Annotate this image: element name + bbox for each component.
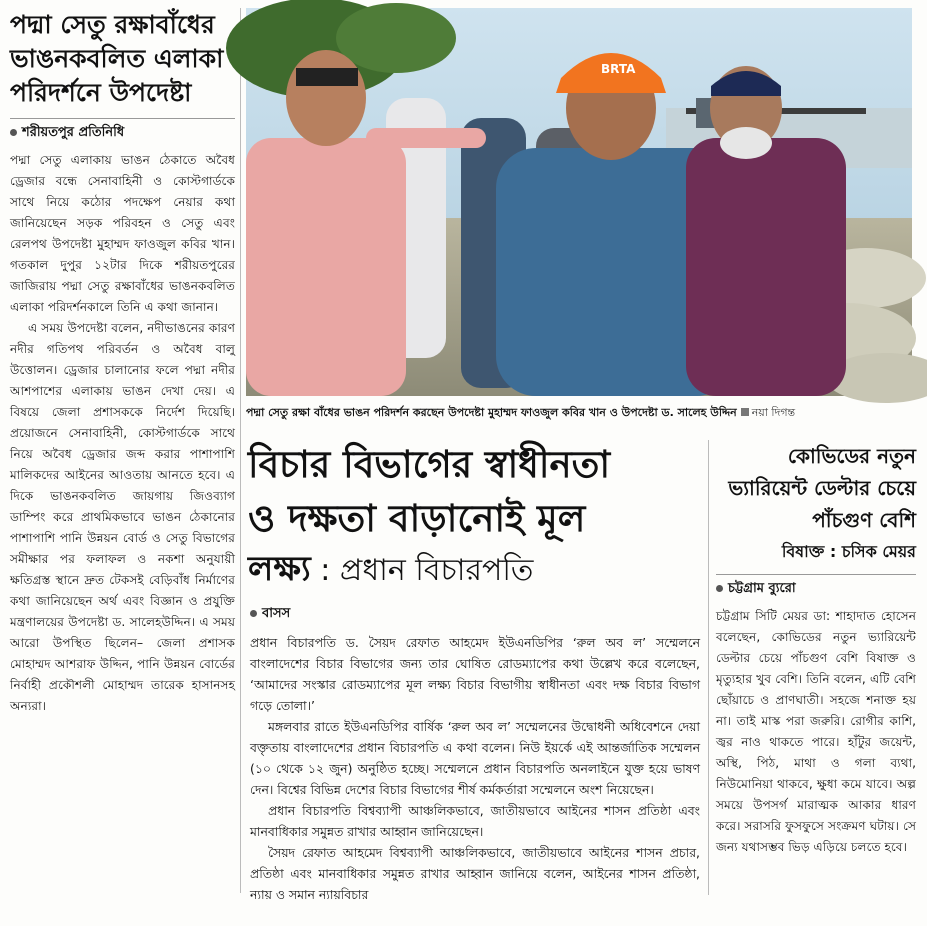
- left-byline: শরীয়তপুর প্রতিনিধি: [10, 118, 235, 144]
- bullet-icon: [10, 129, 17, 136]
- news-photo: [246, 8, 912, 396]
- right-subhead: বিষাক্ত : চসিক মেয়র: [781, 542, 916, 561]
- bullet-icon: [250, 610, 257, 617]
- column-divider: [240, 8, 241, 893]
- left-headline: পদ্মা সেতু রক্ষাবাঁধের ভাঙনকবলিত এলাকা পরিদর্শনে উপদেষ্টা: [10, 10, 224, 107]
- bullet-icon: [716, 585, 723, 592]
- main-body: [250, 632, 700, 902]
- paragraph: প্রধান বিচারপতি বিশ্বব্যাপী আঞ্চলিকভাবে, জাতীয়ভাবে আইনের শাসন প্রতিষ্ঠা এবং মানবাধিকার সমুন্নত রাখার আহ্বান জানিয়েছেন।: [250, 803, 700, 839]
- left-body: [10, 150, 235, 717]
- paragraph: পদ্মা সেতু এলাকায় ভাঙন ঠেকাতে অবৈধ ড্রেজার বন্ধে সেনাবাহিনী ও কোস্টগার্ডকে সাথে নিয়ে কঠোর পদক্ষেপ নেয়ার কথা জানিয়েছেন সড়ক পরিবহন ও সেতু এবং রেলপথ উপদেষ্টা মুহাম্মদ ফাওজুল কবির খান। গতকাল দুপুর ১২টার দিকে শরীয়তপুরের জাজিরায় পদ্মা সেতু রক্ষাবাঁধের ভাঙনকবলিত এলাকা পরিদর্শনকালে তিনি এ কথা জানান।: [10, 153, 235, 314]
- right-body: [716, 606, 916, 926]
- main-headline: বিচার বিভাগের স্বাধীনতা ও দক্ষতা বাড়ানোই মূল লক্ষ্য : প্রধান বিচারপতি: [248, 443, 611, 589]
- cap-label: BRTA: [601, 62, 636, 76]
- photo-illustration: [246, 8, 912, 396]
- paragraph: চট্টগ্রাম সিটি মেয়র ডা: শাহাদাত হোসেন বলেছেন, কোভিডের নতুন ভ্যারিয়েন্ট ডেল্টার চেয়ে পাঁচগুণ বেশি বিষাক্ত ও মৃত্যুহার খুব বেশি। তিনি বলেন, এটি বেশি ছোঁয়াচে ও প্রাণঘাতী। সহজে শনাক্ত হয় না। তাই মাস্ক পরা জরুরি। রোগীর কাশি, জ্বর নাও থাকতে পারে। হাঁটুর জয়েন্ট, অস্থি, পিঠ, মাথা ও গলা ব্যথা, নিউমোনিয়া থাকবে, ক্ষুধা কমে যাবে। অল্প সময়ে উপসর্গ মারাত্মক আকার ধারণ করে। সরাসরি ফুসফুসে সংক্রমণ ঘটায়। সে জন্য যথাসম্ভব ভিড় এড়িয়ে চলতে হবে।: [716, 609, 916, 854]
- square-icon: [741, 408, 749, 416]
- photo-credit: নয়া দিগন্ত: [751, 406, 796, 419]
- left-article: [10, 8, 235, 717]
- right-byline: চট্টগ্রাম ব্যুরো: [716, 574, 916, 600]
- photo-caption: পদ্মা সেতু রক্ষা বাঁধের ভাঙন পরিদর্শন করছেন উপদেষ্টা মুহাম্মদ ফাওজুল কবির খান ও উপদেষ্টা ড. সালেহ উদ্দিন নয়া দিগন্ত: [246, 406, 796, 419]
- column-divider: [708, 440, 709, 895]
- paragraph: মঙ্গলবার রাতে ইউএনডিপির বার্ষিক ‘রুল অব ল’ সম্মেলনের উদ্বোধনী অধিবেশনে দেয়া বক্তৃতায় বাংলাদেশের প্রধান বিচারপতি এ কথা বলেন। নিউ ইয়র্কে এই আন্তর্জাতিক সম্মেলন (১০ থেকে ১২ জুন) অনুষ্ঠিত হচ্ছে। সম্মেলনে প্রধান বিচারপতি অনলাইনে যুক্ত হয়ে ভাষণ দেন। বিশ্বের বিভিন্ন দেশের বিচার বিভাগের শীর্ষ কর্মকর্তারা সম্মেলনে অংশ নিয়েছেন।: [250, 719, 700, 797]
- paragraph: প্রধান বিচারপতি ড. সৈয়দ রেফাত আহমেদ ইউএনডিপির ‘রুল অব ল’ সম্মেলনে বাংলাদেশের বিচার বিভাগের জন্য তার ঘোষিত রোডম্যাপের কথা উল্লেখ করে বলেছেন, ‘আমাদের সংস্কার রোডম্যাপের মূল লক্ষ্য বিচার বিভাগীয় স্বাধীনতা এবং দক্ষ বিচার বিভাগ গড়ে তোলা।’: [250, 635, 700, 713]
- right-article: [716, 440, 916, 926]
- paragraph: সৈয়দ রেফাত আহমেদ বিশ্বব্যাপী আঞ্চলিকভাবে, জাতীয়ভাবে আইনের শাসন প্রচার, প্রতিষ্ঠা এবং মানবাধিকার সমুন্নত রাখার আহ্বান জানিয়ে বলেন, আইনের শাসন প্রতিষ্ঠা, ন্যায় ও সমান ন্যায়বিচার: [250, 845, 700, 902]
- right-headline: কোভিডের নতুন ভ্যারিয়েন্ট ডেল্টার চেয়ে পাঁচগুণ বেশি: [728, 444, 916, 532]
- paragraph: এ সময় উপদেষ্টা বলেন, নদীভাঙনের কারণ নদীর গতিপথ পরিবর্তন ও অবৈধ বালু উত্তোলন। ড্রেজার চালানোর ফলে পদ্মা নদীর আশপাশের এলাকায় ভাঙন দেখা দেয়। এ বিষয়ে জেলা প্রশাসককে নির্দেশ দিয়েছি। প্রয়োজনে সেনাবাহিনী, কোস্টগার্ডকে সাথে নিয়ে অবৈধ ড্রেজার জব্দ করার পাশাপাশি মালিকদের আইনের আওতায় আনতে হবে। এ দিকে ভাঙনকবলিত জায়গায় জিওব্যাগ ডাম্পিং করে প্রাথমিকভাবে ভাঙন ঠেকানোর পাশাপাশি পানি উন্নয়ন বোর্ড ও সেতু বিভাগের সমীক্ষার পর ফলাফল ও নকশা অনুযায়ী ক্ষতিগ্রস্ত স্থানে দ্রুত টেকসই বেড়িবাঁধ নির্মাণের কথা জানিয়েছেন অর্থ এবং বিজ্ঞান ও প্রযুক্তি মন্ত্রণালয়ের উপদেষ্টা ড. সালেহউদ্দিন। এ সময় আরো উপস্থিত ছিলেন– জেলা প্রশাসক মোহাম্মদ আশরাফ উদ্দিন, পানি উন্নয়ন বোর্ডের নির্বাহী প্রকৌশলী মোহাম্মদ তারেক হাসানসহ অন্যরা।: [10, 321, 235, 713]
- main-byline: বাসস: [250, 604, 690, 625]
